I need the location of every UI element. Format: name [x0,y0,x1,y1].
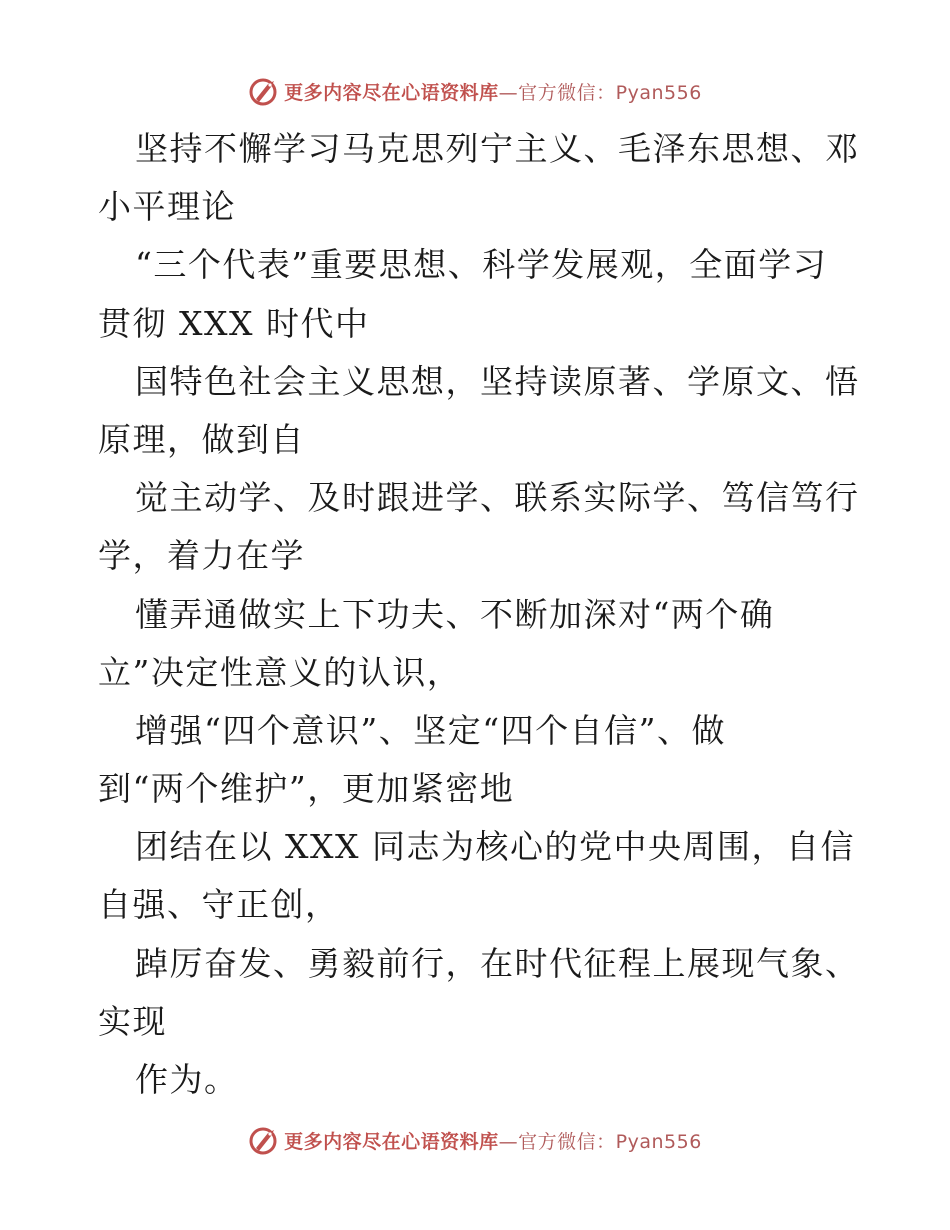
header-contact-text: —官方微信：Pyan556 [498,81,702,104]
paragraph-line: 坚持不懈学习马克思列宁主义、毛泽东思想、邓 [135,129,860,168]
header-brand-text: 更多内容尽在心语资料库 [284,81,499,104]
pen-nib-circle-icon [248,75,280,107]
paragraph-line: 小平理论 [98,187,236,227]
paragraph-line: 实现 [98,1001,167,1041]
paragraph-line: 国特色社会主义思想，坚持读原著、学原文、悟 [135,361,860,401]
footer-brand-text: 更多内容尽在心语资料库 [284,1130,499,1153]
paragraph-line: 原理，做到自 [98,419,305,459]
paragraph-line: 踔厉奋发、勇毅前行，在时代征程上展现气象、 [135,943,860,983]
document-body [98,120,858,1109]
footer-banner [0,1120,950,1160]
paragraph-line: 觉主动学、及时跟进学、联系实际学、笃信笃行 [135,478,860,518]
paragraph-line: 懂弄通做实上下功夫、不断加深对“两个确 [135,594,775,634]
paragraph-line: 自强、守正创， [98,885,340,925]
paragraph-line: “三个代表”重要思想、科学发展观，全面学习 [135,245,828,285]
paragraph-line: 立”决定性意义的认识， [98,652,462,692]
footer-contact-text: —官方微信：Pyan556 [498,1130,702,1153]
paragraph-line: 增强“四个意识”、坚定“四个自信”、做 [135,710,726,750]
paragraph-line: 贯彻 XXX 时代中 [98,303,370,343]
header-banner [0,71,950,111]
pen-nib-circle-icon [248,1124,280,1156]
paragraph-line: 到“两个维护”，更加紧密地 [98,769,515,809]
paragraph-line: 团结在以 XXX 同志为核心的党中央周围，自信 [135,827,855,867]
paragraph-line: 作为。 [135,1060,239,1099]
paragraph-line: 学，着力在学 [98,536,305,576]
